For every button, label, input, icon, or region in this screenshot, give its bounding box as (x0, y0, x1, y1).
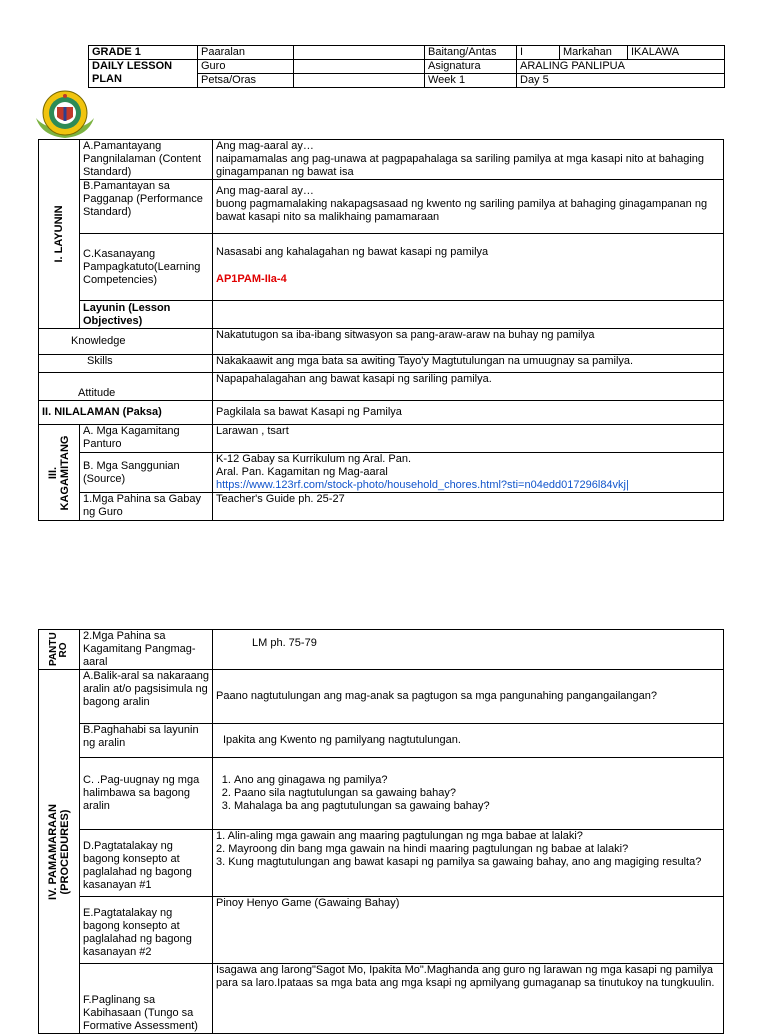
kagamitan-section-label: III. KAGAMITANG (47, 435, 71, 510)
sanggunian-text (213, 453, 724, 493)
pagtatalakay-1-line3: 3. Kung magtutulungan ang bawat kasapi ng pamilya sa gawaing bahay, ano ang magiging resulta? (216, 856, 702, 868)
asignatura-value: ARALING PANLIPUA (517, 60, 725, 74)
sanggunian-label: B. Mga Sanggunian (Source) (80, 453, 213, 493)
kagamitang-panturo-text: Larawan , tsart (213, 425, 724, 453)
baitang-value: I (517, 46, 560, 60)
layunin-section-label: I. LAYUNIN (53, 205, 65, 263)
content-standard-text (213, 140, 724, 180)
balik-aral-label: A.Balik-aral sa nakaraang aralin at/o pagsisimula ng bagong aralin (80, 670, 213, 724)
pag-uugnay-list (216, 774, 720, 813)
competency-code: AP1PAM-IIa-4 (216, 273, 287, 285)
paghahabi-text: Ipakita ang Kwento ng pamilyang nagtutulungan. (213, 724, 724, 758)
pag-uugnay-label: C. .Pag-uugnay ng mga halimbawa sa bagong aralin (80, 758, 213, 830)
performance-standard-text (213, 180, 724, 234)
list-item: 2. Paano sila nagtutulungan sa gawaing bahay? (234, 787, 720, 800)
list-item: 3. Mahalaga ba ang pagtutulungan sa gawaing bahay? (234, 800, 720, 813)
layunin-section (39, 140, 80, 329)
list-item: 1. Ano ang ginagawa ng pamilya? (234, 774, 720, 787)
markahan-label: Markahan (560, 46, 628, 60)
deped-seal-icon (34, 88, 96, 140)
procedures-section-label: IV. PAMAMARAAN (PROCEDURES) (47, 803, 71, 900)
header-table (88, 45, 725, 88)
dll-title-line2: PLAN (92, 73, 122, 85)
gabay-guro-label: 1.Mga Pahina sa Gabay ng Guro (80, 493, 213, 521)
paglinang-label: F.Paglinang sa Kabihasaan (Tungo sa Formative Assessment) (80, 964, 213, 1034)
day-label: Day 5 (517, 74, 725, 88)
balik-aral-text: Paano nagtutulungan ang mag-anak sa pagtugon sa mga pangunahing pangangailangan? (213, 670, 724, 724)
sanggunian-line2: Aral. Pan. Kagamitan ng Mag-aaral (216, 466, 388, 478)
markahan-value: IKALAWA (628, 46, 725, 60)
skills-text: Nakakaawit ang mga bata sa awiting Tayo'y Magtutulungan na umuugnay sa pamilya. (213, 355, 724, 373)
paglinang-text: Isagawa ang larong"Sagot Mo, Ipakita Mo".Maghanda ang guro ng larawan ng mga kasapi ng pamilya para sa laro.Ipataas sa mga bata ang mga ksapi ng apmilyang gumaganap sa tinutukoy na tungkuulin. (213, 964, 724, 1034)
procedures-table (38, 629, 724, 1034)
content-standard-body: naipamamalas ang pag-unawa at pagpapahalaga sa sariling pamilya at mga kasapi nito at bahaging ginagampanan ng bawat isa (216, 153, 704, 178)
performance-standard-label: B.Pamantayan sa Pagganap (Performance Standard) (80, 180, 213, 234)
attitude-text: Napapahalagahan ang bawat kasapi ng sariling pamilya. (213, 373, 724, 401)
grade-label: GRADE 1 (89, 46, 198, 60)
sanggunian-line1: K-12 Gabay sa Kurrikulum ng Aral. Pan. (216, 453, 412, 465)
nilalaman-label: II. NILALAMAN (Paksa) (39, 401, 213, 425)
gabay-guro-text: Teacher's Guide ph. 25-27 (213, 493, 724, 521)
baitang-label: Baitang/Antas (425, 46, 517, 60)
knowledge-label: Knowledge (39, 329, 213, 355)
petsa-value (294, 74, 425, 88)
performance-standard-intro: Ang mag-aaral ay… (216, 185, 314, 197)
knowledge-text: Nakatutugon sa iba-ibang sitwasyon sa pang-araw-araw na buhay ng pamilya (213, 329, 724, 355)
lesson-objectives-label: Layunin (Lesson Objectives) (80, 301, 213, 329)
content-standard-intro: Ang mag-aaral ay… (216, 140, 314, 152)
pagtatalakay-1-text (213, 830, 724, 897)
dll-title-line1: DAILY LESSON (92, 60, 173, 72)
pahina-mag-aaral-value: LM ph. 75-79 (252, 637, 317, 649)
performance-standard-body: buong pagmamalaking nakapagsasaad ng kwento ng sariling pamilya at bahaging ginagampanan ng bawat kasapi nito sa malikhaing pamamaraan (216, 198, 708, 223)
pagtatalakay-1-line2: 2. Mayroong din bang mga gawain na hindi maaring pagtulungan ng babae at lalaki? (216, 843, 629, 855)
pagtatalakay-2-text: Pinoy Henyo Game (Gawaing Bahay) (213, 897, 724, 964)
competencies-body: Nasasabi ang kahalagahan ng bawat kasapi ng pamilya (216, 246, 489, 258)
pantu-section (39, 630, 80, 670)
sanggunian-link[interactable]: https://www.123rf.com/stock-photo/household_chores.html?sti=n04edd017296l84vkj| (216, 479, 629, 491)
pagtatalakay-2-label: E.Pagtatalakay ng bagong konsepto at paglalahad ng bagong kasanayan #2 (80, 897, 213, 964)
pag-uugnay-text (213, 758, 724, 830)
competencies-text (213, 234, 724, 301)
lesson-objectives-value (213, 301, 724, 329)
attitude-label: Attitude (39, 373, 213, 401)
paaralan-value (294, 46, 425, 60)
pagtatalakay-1-label: D.Pagtatalakay ng bagong konsepto at paglalahad ng bagong kasanayan #1 (80, 830, 213, 897)
pahina-mag-aaral-text (213, 630, 724, 670)
petsa-label: Petsa/Oras (198, 74, 294, 88)
competencies-label: C.Kasanayang Pampagkatuto(Learning Competencies) (80, 234, 213, 301)
pahina-mag-aaral-label: 2.Mga Pahina sa Kagamitang Pangmag-aaral (80, 630, 213, 670)
procedures-section (39, 670, 80, 1034)
skills-label: Skills (39, 355, 213, 373)
kagamitang-panturo-label: A. Mga Kagamitang Panturo (80, 425, 213, 453)
pantu-section-label: PANTU RO (48, 631, 69, 666)
paghahabi-label: B.Paghahabi sa layunin ng aralin (80, 724, 213, 758)
pagtatalakay-1-line1: 1. Alin-aling mga gawain ang maaring pagtulungan ng mga babae at lalaki? (216, 830, 583, 842)
dll-title (89, 60, 198, 88)
nilalaman-text: Pagkilala sa bawat Kasapi ng Pamilya (213, 401, 724, 425)
week-label: Week 1 (425, 74, 517, 88)
paaralan-label: Paaralan (198, 46, 294, 60)
objectives-table (38, 139, 724, 521)
content-standard-label: A.Pamantayang Pangnilalaman (Content Standard) (80, 140, 213, 180)
guro-label: Guro (198, 60, 294, 74)
kagamitan-section (39, 425, 80, 521)
guro-value (294, 60, 425, 74)
asignatura-label: Asignatura (425, 60, 517, 74)
